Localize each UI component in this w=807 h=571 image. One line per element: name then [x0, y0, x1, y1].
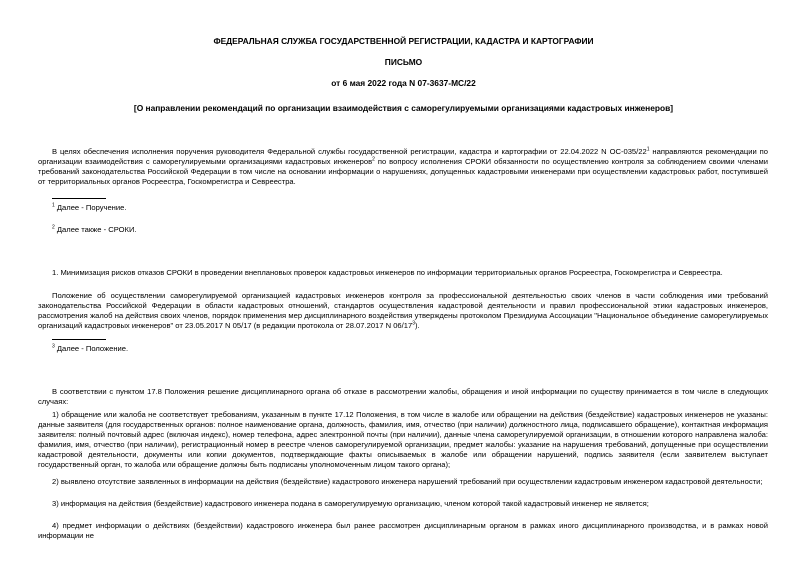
- footnote-text: Далее - Положение.: [54, 344, 129, 353]
- list-item-1: 1) обращение или жалоба не соответствует требованиям, указанным в пункте 17.12 Положения, в том числе в жалобе или обращении на действия (бездействие) кадастровых инженеров не указаны: данные заявителя (для государственных органов: полное наименование органа, должность, фамилия, имя, отчество (при наличии) должностного лица, подписавшего обращение), контактная информация заявителя: полный почтовый адрес (включая индекс), номер телефона, адрес электронной почты (при наличии), данные члена саморегулируемой организации, в отношении которого направлена жалоба: фамилия, имя, отчество (при наличии), регистрационный номер в реестре членов саморегулируемой организации, предмет жалобы: указание на нарушения требований, допущенные при осуществлении кадастровой деятельности, документы или копии документов, подтверждающие факты описываемых в жалобе или обращении нарушений, подпись заявителя (если заявителем выступает государственный орган, то жалоба или обращение должны быть подписаны уполномоченным лицом такого органа);: [38, 410, 768, 469]
- footnote-divider: [52, 339, 106, 340]
- position-paragraph: [38, 291, 768, 331]
- intro-part3: по вопросу исполнения СРОКИ обязанности по осуществлению контроля за соблюдением своими членами требований законодательства Российской Федерации в том числе на основании информации о нарушениях, допущенных кадастровыми инженерами при осуществлении кадастровых работ, поступившей от территориальных органов Росреестра, Госкомрегистра и Севреестра.: [38, 157, 768, 186]
- doc-type-heading: ПИСЬМО: [384, 57, 423, 67]
- agency-heading: ФЕДЕРАЛЬНАЯ СЛУЖБА ГОСУДАРСТВЕННОЙ РЕГИСТРАЦИИ, КАДАСТРА И КАРТОГРАФИИ: [213, 36, 594, 46]
- date-number-heading: от 6 мая 2022 года N 07-3637-МС/22: [331, 78, 476, 88]
- footnote-2: [52, 225, 652, 235]
- footnote-1: [52, 203, 652, 213]
- footnote-mark: 3: [52, 343, 55, 350]
- footnote-ref-2[interactable]: 2: [372, 156, 375, 163]
- footnote-3: [52, 344, 652, 354]
- section-1-heading: 1. Минимизация рисков отказов СРОКИ в проведении внеплановых проверок кадастровых инженеров по информации территориальных органов Росреестра, Госкомрегистра и Севреестра.: [52, 268, 723, 277]
- footnote-mark: 1: [52, 202, 55, 209]
- footnote-text: Далее также - СРОКИ.: [54, 225, 137, 234]
- footnote-text: Далее - Поручение.: [54, 203, 127, 212]
- intro-paragraph: [38, 147, 768, 187]
- list-item-3: 3) информация на действия (бездействие) кадастрового инженера подана в саморегулируемую организацию, членом которой такой кадастровый инженер не является;: [52, 499, 649, 508]
- intro-part2: направляются рекомендации по организации взаимодействия с саморегулируемыми организациями кадастровых инженеров: [38, 147, 768, 166]
- footnote-ref-1[interactable]: 1: [646, 146, 650, 153]
- footnote-ref-3[interactable]: 3: [412, 320, 415, 327]
- intro-part1: В целях обеспечения исполнения поручения руководителя Федеральной службы государственной регистрации, кадастра и картографии от 22.04.2022 N ОС-035/22: [52, 147, 647, 156]
- footnote-divider: [52, 198, 106, 199]
- subject-heading: [О направлении рекомендаций по организации взаимодействия с саморегулируемыми организациями кадастровых инженеров]: [133, 103, 674, 113]
- list-item-4: 4) предмет информации о действиях (бездействии) кадастрового инженера был ранее рассмотрен дисциплинарным органом в рамках иного дисциплинарного производства, и в рамках новой информации не: [38, 521, 768, 540]
- list-item-2: 2) выявлено отсутствие заявленных в информации на действия (бездействие) кадастрового инженера нарушений требований при осуществлении кадастровым инженером кадастровой деятельности;: [52, 477, 763, 486]
- position-part1: Положение об осуществлении саморегулируемой организацией кадастровых инженеров контроля за профессиональной деятельностью своих членов в части соблюдения ими требований законодательства Российской Федерации в области кадастровых отношений, стандартов осуществления кадастровой деятельности и правил профессиональной этики кадастровых инженеров, рассмотрения жалоб на действия своих членов, порядок применения мер дисциплинарного воздействия утверждены протоколом Президиума Ассоциации "Национальное объединение саморегулируемых организаций кадастровых инженеров" от 23.05.2017 N 05/17 (в редакции протокола от 28.07.2017 N 06/17: [38, 291, 768, 330]
- position-part2: ).: [415, 321, 420, 330]
- clause-17-8-paragraph: В соответствии с пунктом 17.8 Положения решение дисциплинарного органа об отказе в рассмотрении жалобы, обращения и иной информации по существу принимается в том числе в следующих случаях:: [38, 387, 768, 406]
- footnote-mark: 2: [52, 224, 55, 231]
